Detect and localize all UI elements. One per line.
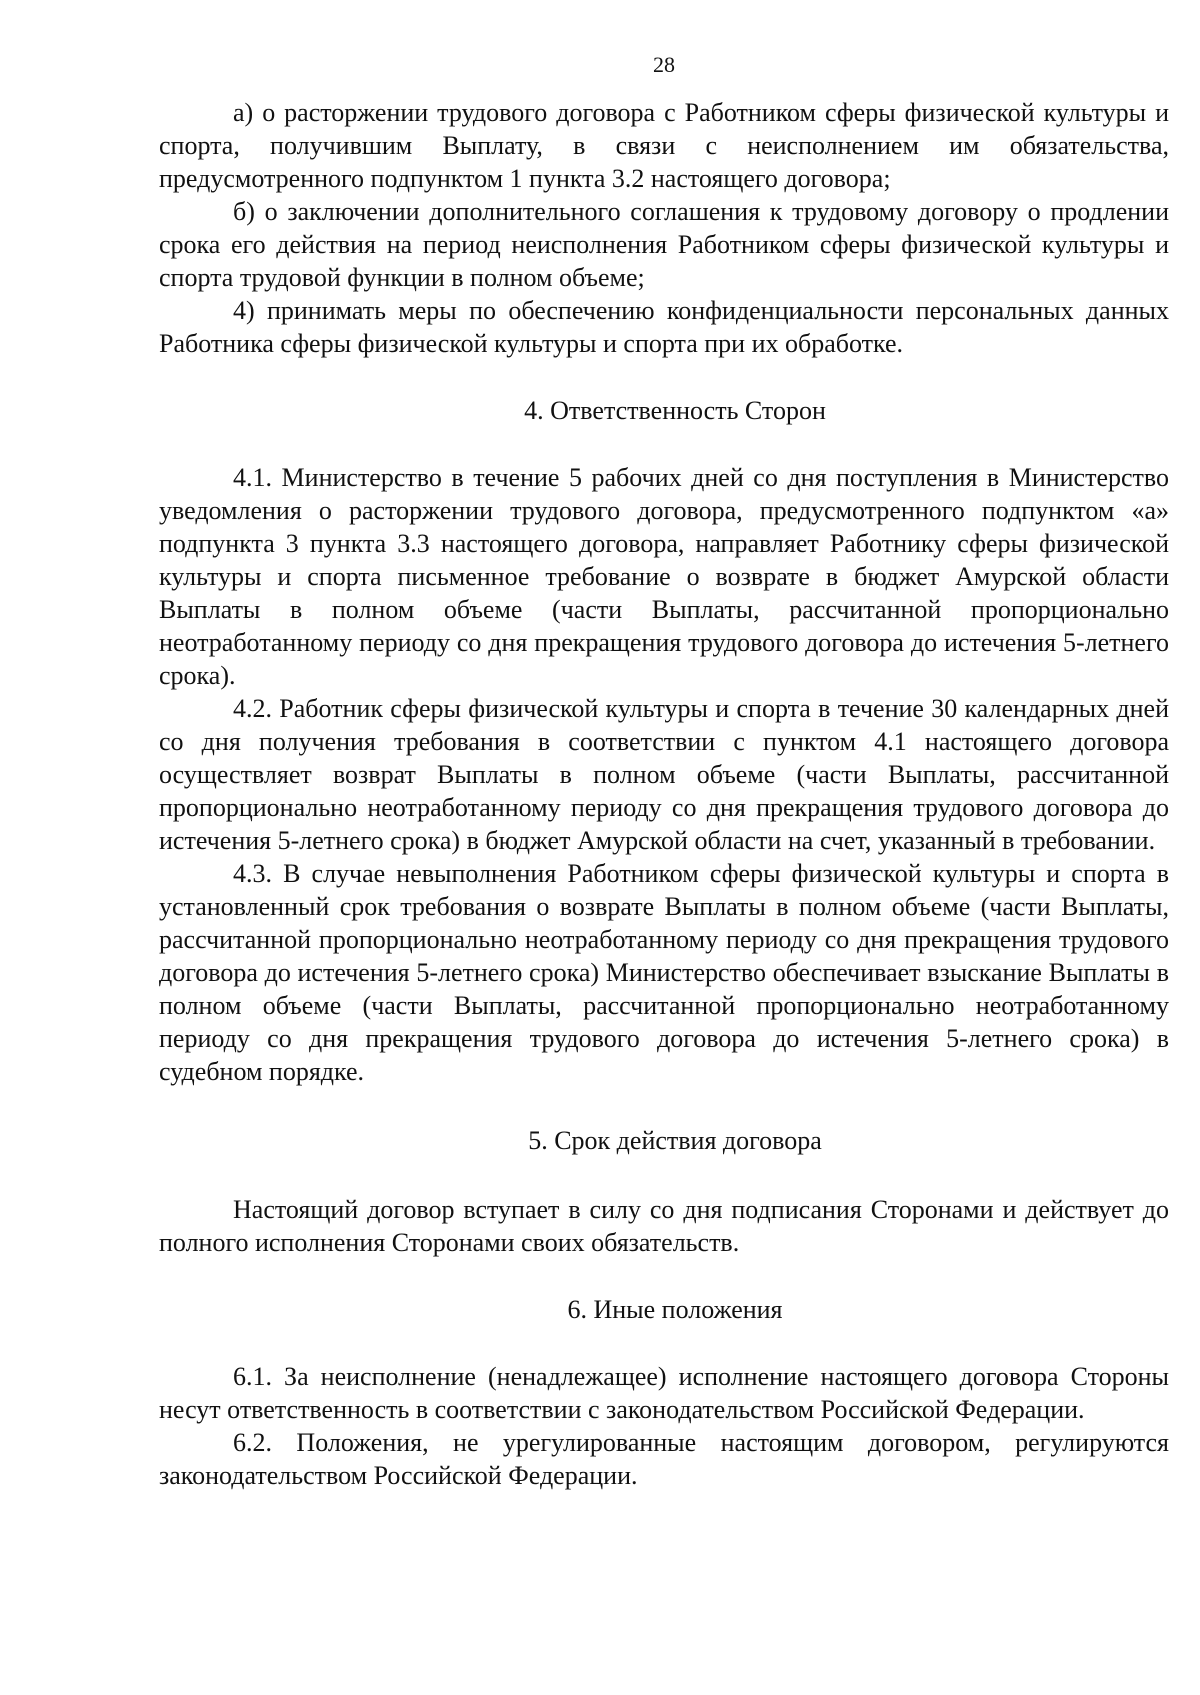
section-5-heading: 5. Срок действия договора [528, 1126, 822, 1155]
section-4-3-paragraph: 4.3. В случае невыполнения Работником сферы физической культуры и спорта в установленный срок требования о возврате Выплаты в полном объеме (части Выплаты, рассчитанной пропорционально неотработанному периоду со дня прекращения трудового договора до истечения 5-летнего срока) Министерство обеспечивает взыскание Выплаты в полном объеме (части Выплаты, рассчитанной пропорционально неотработанному периоду со дня прекращения трудового договора до истечения 5-летнего срока) в судебном порядке. [159, 859, 1169, 1086]
section-5-paragraph: Настоящий договор вступает в силу со дня подписания Сторонами и действует до полного исполнения Сторонами своих обязательств. [159, 1195, 1169, 1257]
section-6-heading: 6. Иные положения [567, 1295, 783, 1324]
section-4-2-paragraph: 4.2. Работник сферы физической культуры и спорта в течение 30 календарных дней со дня получения требования в соответствии с пунктом 4.1 настоящего договора осуществляет возврат Выплаты в полном объеме (части Выплаты, рассчитанной пропорционально неотработанному периоду со дня прекращения трудового договора до истечения 5-летнего срока) в бюджет Амурской области на счет, указанный в требовании. [159, 694, 1169, 855]
section-6-2-paragraph: 6.2. Положения, не урегулированные настоящим договором, регулируются законодательством Российской Федерации. [159, 1428, 1169, 1490]
page-number: 28 [653, 52, 675, 77]
item-a-paragraph: а) о расторжении трудового договора с Работником сферы физической культуры и спорта, получившим Выплату, в связи с неисполнением им обязательства, предусмотренного подпунктом 1 пункта 3.2 настоящего договора; [159, 98, 1169, 193]
item-b-paragraph: б) о заключении дополнительного соглашения к трудовому договору о продлении срока его действия на период неисполнения Работником сферы физической культуры и спорта трудовой функции в полном объеме; [159, 197, 1169, 292]
section-4-1-paragraph: 4.1. Министерство в течение 5 рабочих дней со дня поступления в Министерство уведомления о расторжении трудового договора, предусмотренного подпунктом «а» подпункта 3 пункта 3.3 настоящего договора, направляет Работнику сферы физической культуры и спорта письменное требование о возврате в бюджет Амурской области Выплаты в полном объеме (части Выплаты, рассчитанной пропорционально неотработанному периоду со дня прекращения трудового договора до истечения 5-летнего срока). [159, 463, 1169, 690]
section-4-heading: 4. Ответственность Сторон [524, 396, 826, 425]
item-4-paragraph: 4) принимать меры по обеспечению конфиденциальности персональных данных Работника сферы физической культуры и спорта при их обработке. [159, 296, 1169, 358]
document-page [159, 44, 1169, 1492]
section-6-1-paragraph: 6.1. За неисполнение (ненадлежащее) исполнение настоящего договора Стороны несут ответственность в соответствии с законодательством Российской Федерации. [159, 1362, 1169, 1424]
